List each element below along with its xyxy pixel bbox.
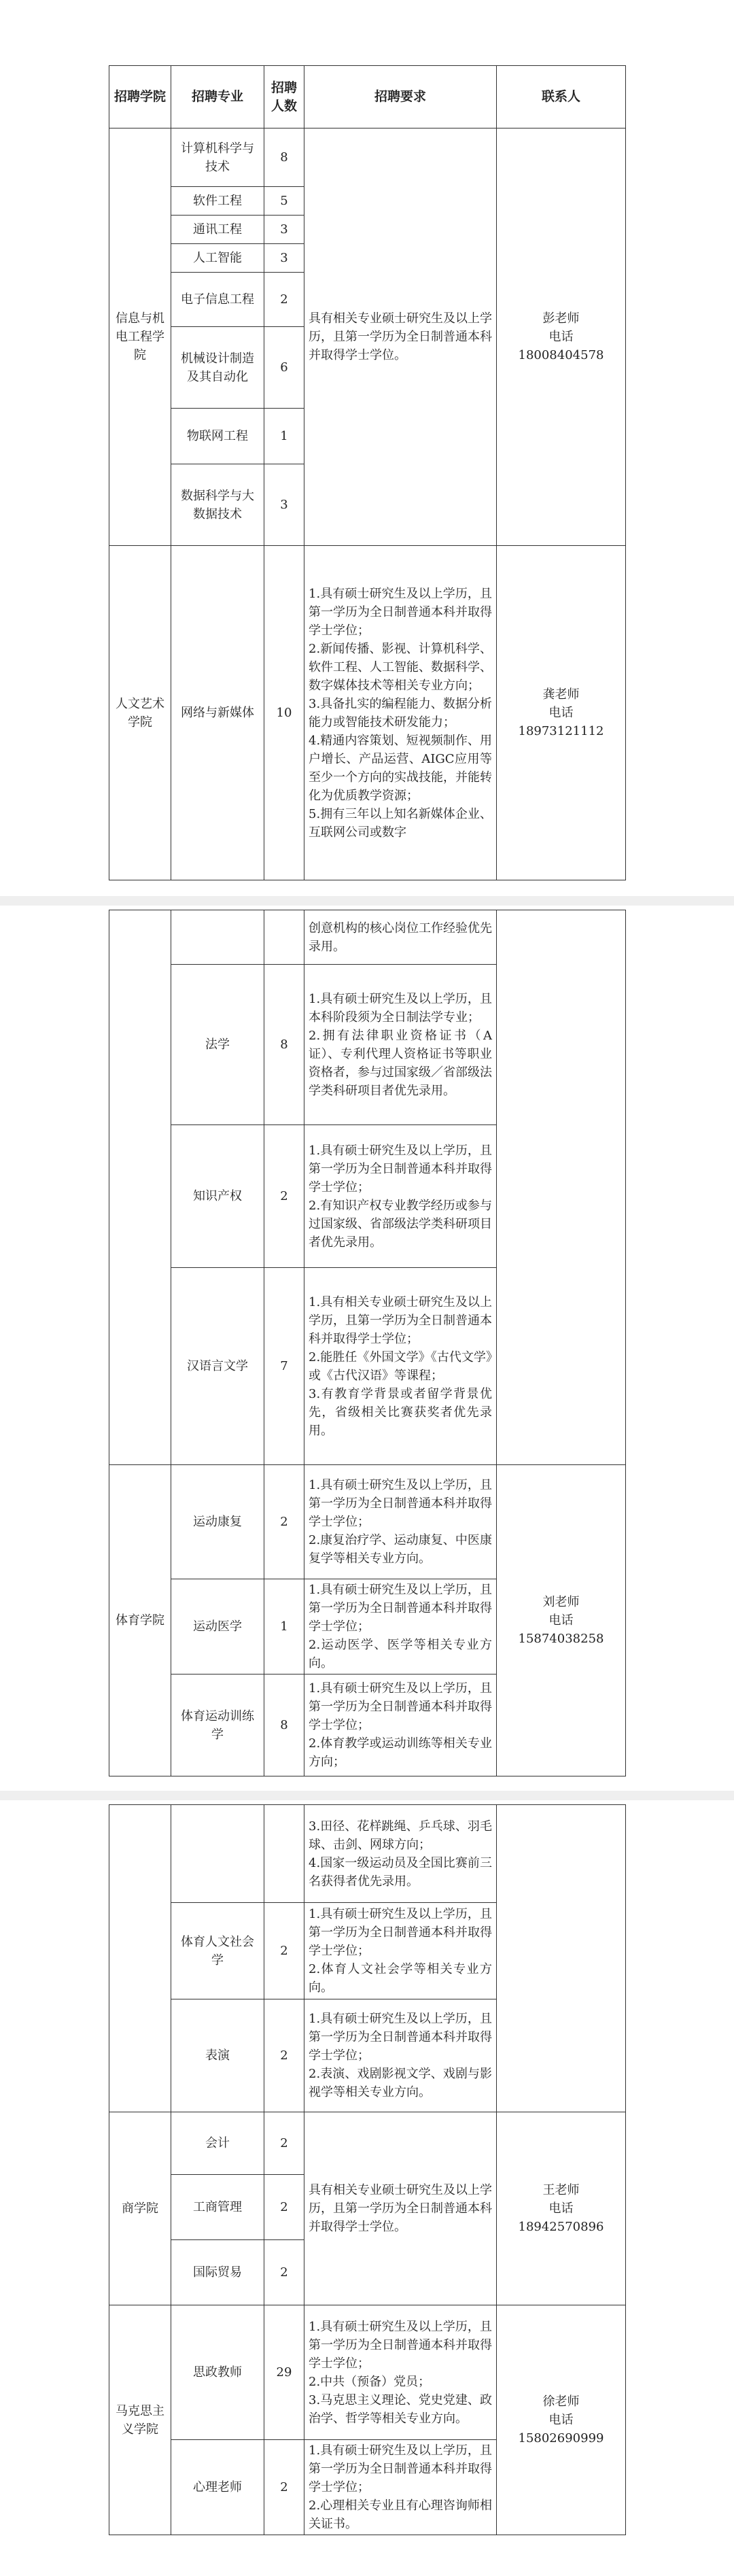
major-name: 电子信息工程 bbox=[171, 273, 264, 327]
major-name: 计算机科学与技术 bbox=[171, 128, 264, 187]
requirement-text: 创意机构的核心岗位工作经验优先录用。 bbox=[304, 910, 497, 965]
page-2 bbox=[0, 906, 734, 1791]
major-count: 1 bbox=[264, 409, 304, 464]
major-name: 知识产权 bbox=[171, 1125, 264, 1268]
major-count: 3 bbox=[264, 244, 304, 273]
requirement-text: 1.具有硕士研究生及以上学历，且第一学历为全日制普通本科并取得学士学位； 2.心理相关专业且有心理咨询师相关证书。 bbox=[304, 2440, 497, 2535]
major-name: 工商管理 bbox=[171, 2175, 264, 2240]
major-count: 2 bbox=[264, 1999, 304, 2112]
major-count: 3 bbox=[264, 216, 304, 244]
college-cell-continued bbox=[109, 1805, 171, 2112]
major-count: 2 bbox=[264, 1903, 304, 1999]
major-count: 1 bbox=[264, 1579, 304, 1675]
contact-phone: 15802690999 bbox=[518, 2431, 604, 2445]
requirement-text: 1.具有硕士研究生及以上学历，且第一学历为全日制普通本科并取得学士学位； 2.体育教学或运动训练等相关专业方向； bbox=[304, 1675, 497, 1776]
college-name: 人文艺术学院 bbox=[109, 546, 171, 880]
major-name: 表演 bbox=[171, 1999, 264, 2112]
contact-cell bbox=[497, 1465, 626, 1776]
contact-name: 刘老师 bbox=[542, 1595, 580, 1609]
major-name: 软件工程 bbox=[171, 187, 264, 216]
table-row bbox=[109, 2305, 626, 2440]
major-name: 会计 bbox=[171, 2112, 264, 2175]
major-count: 10 bbox=[264, 546, 304, 880]
major-name: 体育运动训练学 bbox=[171, 1675, 264, 1776]
recruitment-table-part-2 bbox=[109, 910, 626, 1776]
requirement-text: 具有相关专业硕士研究生及以上学历，且第一学历为全日制普通本科并取得学士学位。 bbox=[304, 2112, 497, 2305]
major-name: 国际贸易 bbox=[171, 2240, 264, 2305]
major-count: 29 bbox=[264, 2305, 304, 2440]
header-major: 招聘专业 bbox=[171, 66, 264, 128]
contact-label: 电话 bbox=[548, 330, 574, 344]
contact-label: 电话 bbox=[548, 2413, 574, 2427]
requirement-text: 3.田径、花样跳绳、乒乓球、羽毛球、击剑、网球方向； 4.国家一级运动员及全国比赛前三名获得者优先录用。 bbox=[304, 1805, 497, 1903]
major-count: 8 bbox=[264, 965, 304, 1125]
count-cell-continued bbox=[264, 910, 304, 965]
major-count: 3 bbox=[264, 464, 304, 546]
contact-cell bbox=[497, 2112, 626, 2305]
table-row bbox=[109, 1805, 626, 1903]
college-name: 体育学院 bbox=[109, 1465, 171, 1776]
contact-name: 彭老师 bbox=[542, 311, 580, 326]
page-separator bbox=[0, 896, 734, 906]
college-name: 商学院 bbox=[109, 2112, 171, 2305]
requirement-text: 1.具有硕士研究生及以上学历，且第一学历为全日制普通本科并取得学士学位； 2.康复治疗学、运动康复、中医康复学等相关专业方向。 bbox=[304, 1465, 497, 1579]
major-name: 心理老师 bbox=[171, 2440, 264, 2535]
major-name: 体育人文社会学 bbox=[171, 1903, 264, 1999]
requirement-text: 1.具有硕士研究生及以上学历，且第一学历为全日制普通本科并取得学士学位； 2.表演、戏剧影视文学、戏剧与影视学等相关专业方向。 bbox=[304, 1999, 497, 2112]
major-count: 8 bbox=[264, 128, 304, 187]
major-count: 2 bbox=[264, 2240, 304, 2305]
requirement-text: 1.具有相关专业硕士研究生及以上学历，且第一学历为全日制普通本科并取得学士学位； 2.能胜任《外国文学》《古代文学》或《古代汉语》等课程； 3.有教育学背景或者留学背景优先，省级相关比赛获奖者优先录用。 bbox=[304, 1268, 497, 1465]
table-row bbox=[109, 128, 626, 187]
requirement-text: 1.具有硕士研究生及以上学历，且第一学历为全日制普通本科并取得学士学位； 2.新闻传播、影视、计算机科学、软件工程、人工智能、数据科学、数字媒体技术等相关专业方向； 3.具备扎实的编程能力、数据分析能力或智能技术研发能力； 4.精通内容策划、短视频制作、用户增长、产品运营、AIGC应用等至少一个方向的实战技能，并能转化为优质教学资源； 5.拥有三年以上知名新媒体企业、互联网公司或数字 bbox=[304, 546, 497, 880]
requirement-text: 1.具有硕士研究生及以上学历，且第一学历为全日制普通本科并取得学士学位； 2.有知识产权专业教学经历或参与过国家级、省部级法学类科研项目者优先录用。 bbox=[304, 1125, 497, 1268]
requirement-text: 1.具有硕士研究生及以上学历，且本科阶段须为全日制法学专业； 2.拥有法律职业资格证书（A证）、专利代理人资格证书等职业资格者，参与过国家级／省部级法学类科研项目者优先录用。 bbox=[304, 965, 497, 1125]
contact-cell-continued bbox=[497, 910, 626, 1465]
major-cell-continued bbox=[171, 1805, 264, 1903]
major-count: 7 bbox=[264, 1268, 304, 1465]
contact-name: 徐老师 bbox=[542, 2394, 580, 2409]
contact-phone: 18973121112 bbox=[518, 724, 604, 738]
header-college: 招聘学院 bbox=[109, 66, 171, 128]
major-count: 8 bbox=[264, 1675, 304, 1776]
page-1 bbox=[0, 0, 734, 896]
major-name: 思政教师 bbox=[171, 2305, 264, 2440]
page-3 bbox=[0, 1800, 734, 2576]
major-name: 通讯工程 bbox=[171, 216, 264, 244]
header-count: 招聘人数 bbox=[264, 66, 304, 128]
major-name: 人工智能 bbox=[171, 244, 264, 273]
major-name: 法学 bbox=[171, 965, 264, 1125]
header-contact: 联系人 bbox=[497, 66, 626, 128]
contact-name: 龚老师 bbox=[542, 687, 580, 702]
major-name: 运动医学 bbox=[171, 1579, 264, 1675]
contact-label: 电话 bbox=[548, 706, 574, 720]
table-row bbox=[109, 1465, 626, 1579]
major-name: 数据科学与大数据技术 bbox=[171, 464, 264, 546]
major-count: 2 bbox=[264, 2112, 304, 2175]
contact-label: 电话 bbox=[548, 1613, 574, 1628]
major-name: 物联网工程 bbox=[171, 409, 264, 464]
contact-phone: 15874038258 bbox=[518, 1632, 604, 1646]
count-cell-continued bbox=[264, 1805, 304, 1903]
major-name: 网络与新媒体 bbox=[171, 546, 264, 880]
contact-cell-continued bbox=[497, 1805, 626, 2112]
requirement-text: 1.具有硕士研究生及以上学历，且第一学历为全日制普通本科并取得学士学位； 2.体育人文社会学等相关专业方向。 bbox=[304, 1903, 497, 1999]
header-requirements: 招聘要求 bbox=[304, 66, 497, 128]
major-name: 机械设计制造及其自动化 bbox=[171, 327, 264, 409]
major-name: 汉语言文学 bbox=[171, 1268, 264, 1465]
major-count: 2 bbox=[264, 1125, 304, 1268]
requirement-text: 具有相关专业硕士研究生及以上学历，且第一学历为全日制普通本科并取得学士学位。 bbox=[304, 128, 497, 546]
table-header-row bbox=[109, 66, 626, 128]
table-row bbox=[109, 910, 626, 965]
major-count: 2 bbox=[264, 2175, 304, 2240]
college-cell-continued bbox=[109, 910, 171, 1465]
recruitment-table-part-1 bbox=[109, 65, 626, 880]
major-cell-continued bbox=[171, 910, 264, 965]
table-row bbox=[109, 546, 626, 880]
requirement-text: 1.具有硕士研究生及以上学历，且第一学历为全日制普通本科并取得学士学位； 2.中共（预备）党员； 3.马克思主义理论、党史党建、政治学、哲学等相关专业方向。 bbox=[304, 2305, 497, 2440]
major-count: 2 bbox=[264, 1465, 304, 1579]
page-separator bbox=[0, 1791, 734, 1800]
major-count: 6 bbox=[264, 327, 304, 409]
college-name: 信息与机电工程学院 bbox=[109, 128, 171, 546]
recruitment-table-part-3 bbox=[109, 1804, 626, 2535]
contact-phone: 18942570896 bbox=[518, 2220, 604, 2234]
major-name: 运动康复 bbox=[171, 1465, 264, 1579]
contact-name: 王老师 bbox=[542, 2183, 580, 2197]
contact-cell bbox=[497, 546, 626, 880]
contact-cell bbox=[497, 2305, 626, 2535]
college-name: 马克思主义学院 bbox=[109, 2305, 171, 2535]
requirement-text: 1.具有硕士研究生及以上学历，且第一学历为全日制普通本科并取得学士学位； 2.运动医学、医学等相关专业方向。 bbox=[304, 1579, 497, 1675]
contact-cell bbox=[497, 128, 626, 546]
table-row bbox=[109, 2112, 626, 2175]
major-count: 5 bbox=[264, 187, 304, 216]
major-count: 2 bbox=[264, 2440, 304, 2535]
major-count: 2 bbox=[264, 273, 304, 327]
contact-phone: 18008404578 bbox=[518, 348, 604, 362]
contact-label: 电话 bbox=[548, 2201, 574, 2216]
